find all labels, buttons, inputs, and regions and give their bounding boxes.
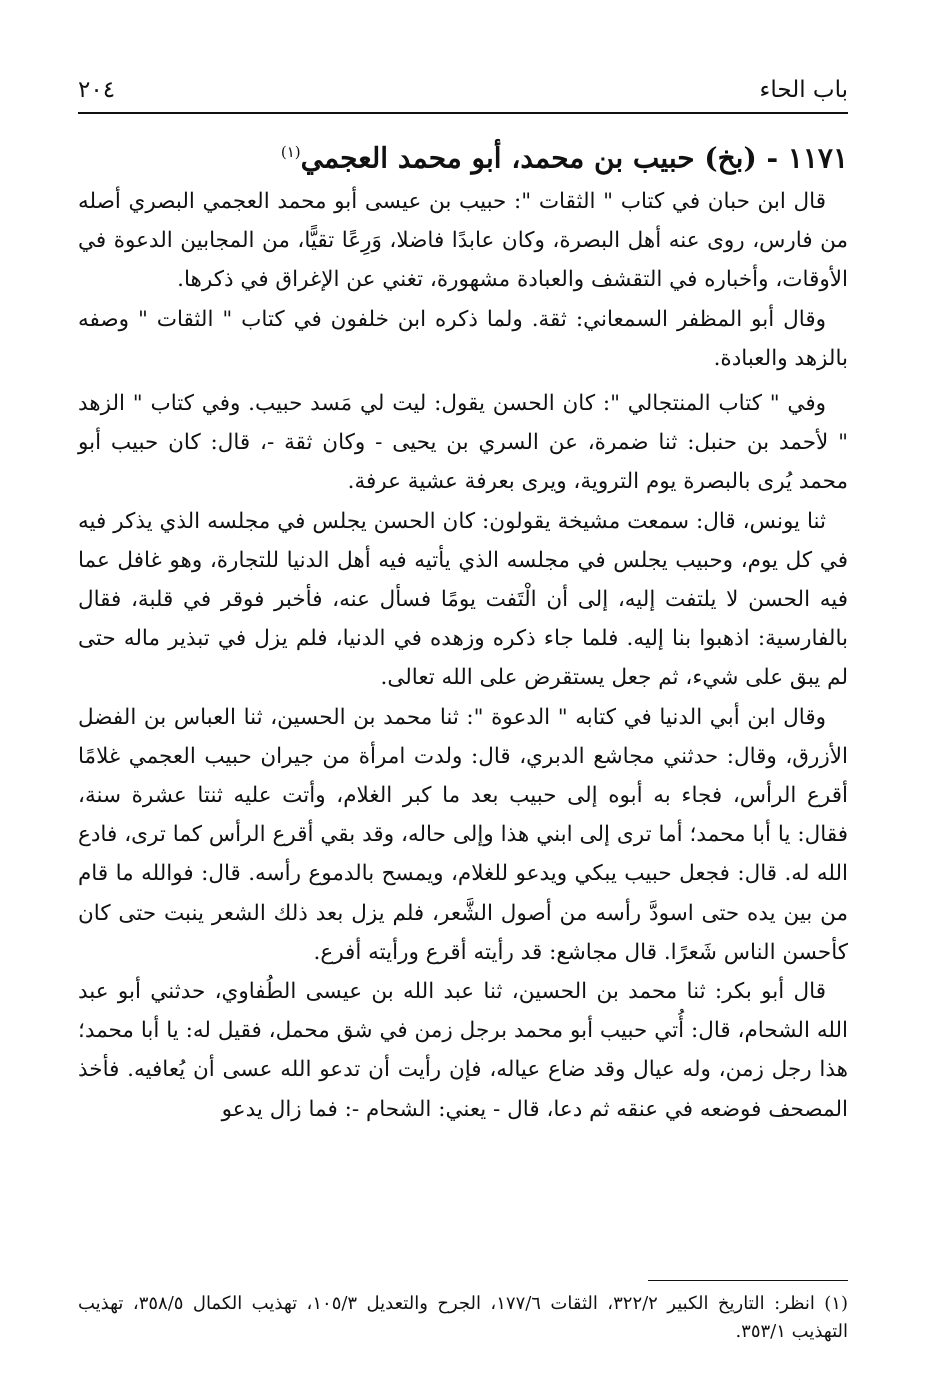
paragraph: وقال ابن أبي الدنيا في كتابه " الدعوة ": ثنا محمد بن الحسين، ثنا العباس بن الفضل الأزرق، وقال: حدثني مجاشع الدبري، قال: ولدت امرأة من جيران حبيب العجمي غلامًا أقرع الرأس، فجاء به أبوه إلى حبيب بعد ما كبر الغلام، وأتت عليه ثنتا عشرة سنة، فقال: يا أبا محمد؛ أما ترى إلى ابني هذا وإلى حاله، وقد بقي أقرع الرأس كما ترى، فادع الله له. قال: فجعل حبيب يبكي ويدعو للغلام، ويمسح بالدموع رأسه. قال: فوالله ما قام من بين يده حتى اسودَّ رأسه من أصول الشَّعر، فلم يزل بعد ذلك الشعر ينبت حتى كان كأحسن الناس شَعرًا. قال مجاشع: قد رأيته أقرع ورأيته أفرع.: [78, 704, 848, 965]
paragraph: ثنا يونس، قال: سمعت مشيخة يقولون: كان الحسن يجلس في مجلسه الذي يذكر فيه في كل يوم، وحبيب يجلس في مجلسه الذي يأتيه فيه أهل الدنيا للتجارة، وهو غافل عما فيه الحسن لا يلتفت إليه، إلى أن الْتَفت يومًا فسأل عنه، فأخبر فوقر في قلبة، فقال بالفارسية: اذهبوا بنا إليه. فلما جاء ذكره وزهده في الدنيا، فلم يزل في تبذير ماله حتى لم يبق على شيء، ثم جعل يستقرض على الله تعالى.: [78, 508, 848, 691]
paragraph: وفي " كتاب المنتجالي ": كان الحسن يقول: ليت لي مَسد حبيب. وفي كتاب " الزهد " لأحمد بن حنبل: ثنا ضمرة، عن السري بن يحيى - وكان ثقة -، قال: كان حبيب أبو محمد يُرى بالبصرة يوم التروية، ويرى بعرفة عشية عرفة.: [78, 391, 848, 495]
header-rule: [78, 112, 848, 114]
footnote-marker: (١): [280, 143, 301, 161]
page-number: ٢٠٤: [78, 77, 116, 103]
entry-body: [78, 182, 848, 1129]
section-title: باب الحاء: [759, 77, 848, 103]
footnote-rule: [648, 1280, 848, 1281]
page-header: [78, 70, 848, 110]
paragraph: قال ابن حبان في كتاب " الثقات ": حبيب بن عيسى أبو محمد العجمي البصري أصله من فارس، روى عنه أهل البصرة، وكان عابدًا فاضلا، وَرِعًا تقيًّا، من المجابين الدعوة في الأوقات، وأخباره في التقشف والعبادة مشهورة، تغني عن الإغراق في ذكرها.: [78, 189, 848, 293]
entry-title-text: ١١٧١ - (بخ) حبيب بن محمد، أبو محمد العجمي: [300, 141, 848, 175]
paragraph: وقال أبو المظفر السمعاني: ثقة. ولما ذكره ابن خلفون في كتاب " الثقات " وصفه بالزهد والعبادة.: [78, 306, 848, 371]
footnote: (١) انظر: التاريخ الكبير ٣٢٢/٢، الثقات ١٧٧/٦، الجرح والتعديل ١٠٥/٣، تهذيب الكمال ٣٥٨/٥، تهذيب التهذيب ٣٥٣/١.: [78, 1293, 848, 1342]
paragraph: قال أبو بكر: ثنا محمد بن الحسين، ثنا عبد الله بن عيسى الطُفاوي، حدثني أبو عبد الله الشحام، قال: أُتي حبيب أبو محمد برجل زمن في شق محمل، فقيل له: يا أبا محمد؛ هذا رجل زمن، وله عيال وقد ضاع عياله، فإن رأيت أن تدعو الله عسى أن يُعافيه. فأخذ المصحف فوضعه في عنقه ثم دعا، قال - يعني: الشحام -: فما زال يدعو: [78, 979, 848, 1122]
entry-title: [104, 130, 848, 180]
